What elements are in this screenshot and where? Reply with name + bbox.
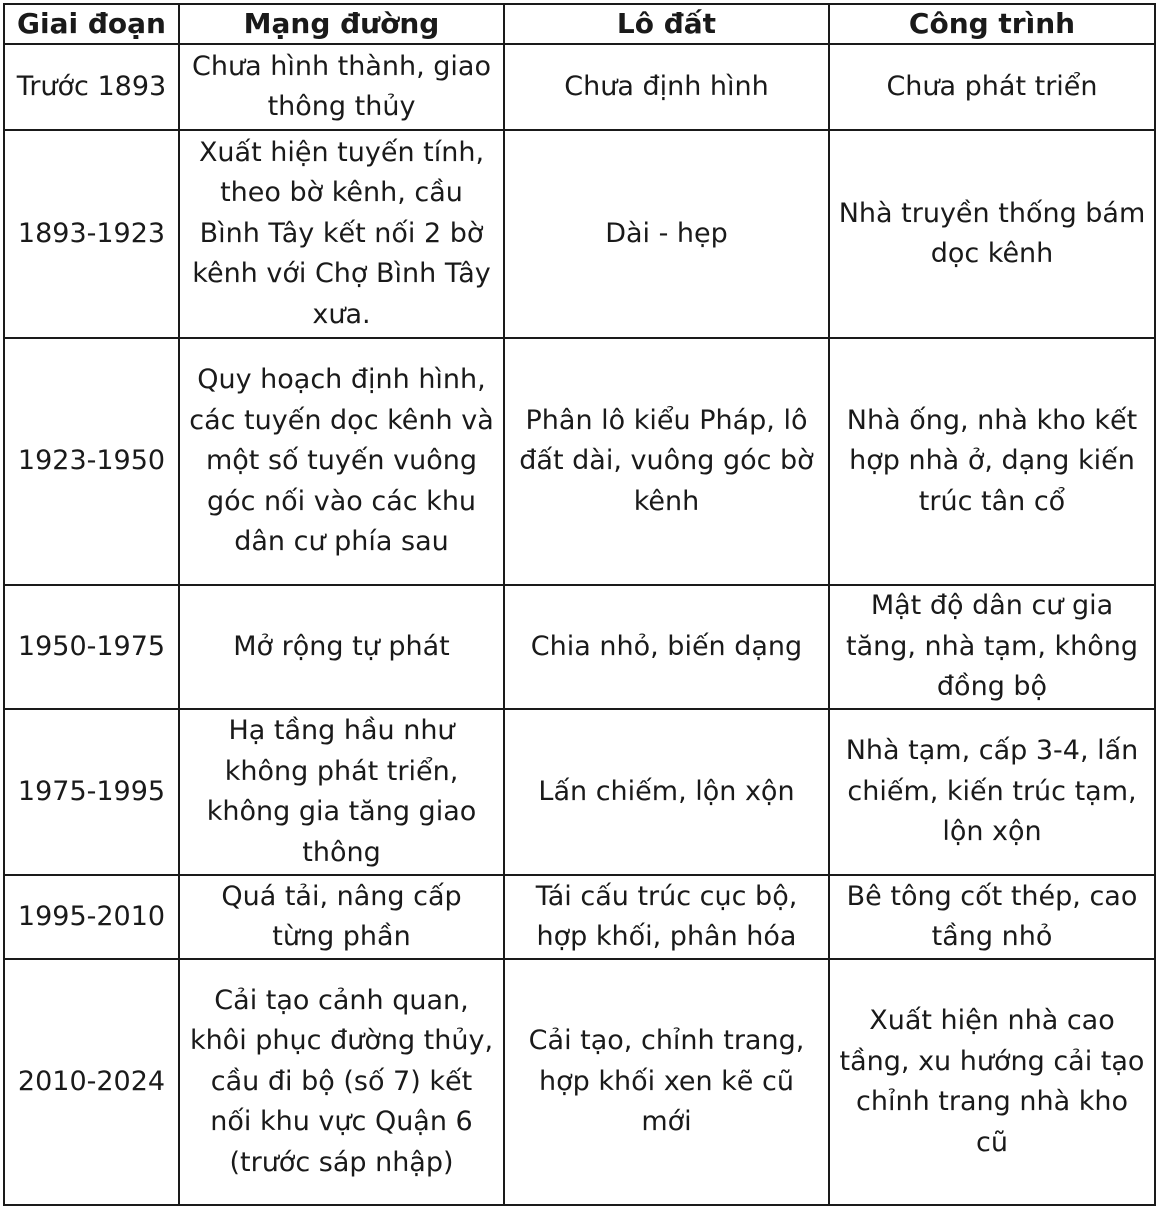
table-row: [4, 44, 1155, 130]
cell-period: 1995-2010: [4, 875, 179, 959]
header-cong-trinh: Công trình: [829, 4, 1155, 44]
cell-road-network: Quy hoạch định hình, các tuyến dọc kênh và một số tuyến vuông góc nối vào các khu dân cư phía sau: [179, 338, 504, 585]
cell-road-network: Mở rộng tự phát: [179, 585, 504, 709]
header-lo-dat: Lô đất: [504, 4, 829, 44]
table-row: [4, 130, 1155, 338]
table-row: [4, 875, 1155, 959]
cell-land-plot: Tái cấu trúc cục bộ, hợp khối, phân hóa: [504, 875, 829, 959]
table-row: [4, 959, 1155, 1205]
table-row: [4, 709, 1155, 875]
cell-land-plot: Chưa định hình: [504, 44, 829, 130]
cell-period: 1893-1923: [4, 130, 179, 338]
cell-land-plot: Cải tạo, chỉnh trang, hợp khối xen kẽ cũ mới: [504, 959, 829, 1205]
cell-road-network: Hạ tầng hầu như không phát triển, không gia tăng giao thông: [179, 709, 504, 875]
cell-period: 1975-1995: [4, 709, 179, 875]
cell-road-network: Chưa hình thành, giao thông thủy: [179, 44, 504, 130]
urban-development-table: [3, 3, 1156, 1206]
cell-land-plot: Phân lô kiểu Pháp, lô đất dài, vuông góc bờ kênh: [504, 338, 829, 585]
cell-buildings: Chưa phát triển: [829, 44, 1155, 130]
header-giai-doan: Giai đoạn: [4, 4, 179, 44]
cell-buildings: Mật độ dân cư gia tăng, nhà tạm, không đồng bộ: [829, 585, 1155, 709]
table-row: [4, 585, 1155, 709]
cell-road-network: Quá tải, nâng cấp từng phần: [179, 875, 504, 959]
cell-period: 1950-1975: [4, 585, 179, 709]
cell-land-plot: Dài - hẹp: [504, 130, 829, 338]
header-row: [4, 4, 1155, 44]
cell-buildings: Nhà tạm, cấp 3-4, lấn chiếm, kiến trúc tạm, lộn xộn: [829, 709, 1155, 875]
header-mang-duong: Mạng đường: [179, 4, 504, 44]
cell-buildings: Xuất hiện nhà cao tầng, xu hướng cải tạo chỉnh trang nhà kho cũ: [829, 959, 1155, 1205]
cell-buildings: Nhà truyền thống bám dọc kênh: [829, 130, 1155, 338]
cell-period: Trước 1893: [4, 44, 179, 130]
cell-road-network: Xuất hiện tuyến tính, theo bờ kênh, cầu Bình Tây kết nối 2 bờ kênh với Chợ Bình Tây xưa.: [179, 130, 504, 338]
cell-period: 1923-1950: [4, 338, 179, 585]
cell-land-plot: Lấn chiếm, lộn xộn: [504, 709, 829, 875]
cell-road-network: Cải tạo cảnh quan, khôi phục đường thủy, cầu đi bộ (số 7) kết nối khu vực Quận 6 (trước sáp nhập): [179, 959, 504, 1205]
cell-period: 2010-2024: [4, 959, 179, 1205]
table-row: [4, 338, 1155, 585]
cell-buildings: Bê tông cốt thép, cao tầng nhỏ: [829, 875, 1155, 959]
cell-land-plot: Chia nhỏ, biến dạng: [504, 585, 829, 709]
cell-buildings: Nhà ống, nhà kho kết hợp nhà ở, dạng kiến trúc tân cổ: [829, 338, 1155, 585]
